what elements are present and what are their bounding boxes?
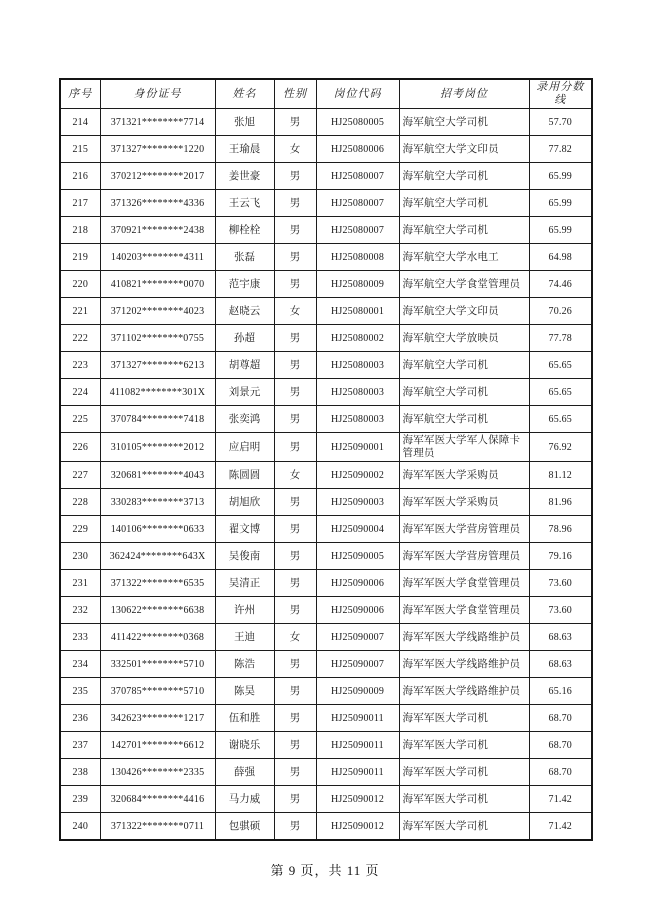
score-cell: 65.16 [529,678,592,705]
serial-cell: 215 [60,136,100,163]
serial-cell: 228 [60,489,100,516]
post-title-cell: 海军军医大学线路维护员 [399,678,529,705]
name-cell: 赵晓云 [215,298,274,325]
post-code-cell: HJ25090004 [316,516,399,543]
table-row [60,489,592,516]
table-body [60,109,592,841]
table-row [60,597,592,624]
post-code-cell: HJ25080001 [316,298,399,325]
id-number-cell: 411422********0368 [100,624,215,651]
id-number-cell: 342623********1217 [100,705,215,732]
id-number-cell: 320681********4043 [100,462,215,489]
score-cell: 81.96 [529,489,592,516]
table-row [60,624,592,651]
id-number-cell: 310105********2012 [100,433,215,462]
gender-cell: 男 [274,543,316,570]
name-cell: 孙超 [215,325,274,352]
post-title-cell: 海军航空大学放映员 [399,325,529,352]
post-code-cell: HJ25080007 [316,217,399,244]
post-title-cell: 海军航空大学司机 [399,163,529,190]
score-cell: 71.42 [529,813,592,841]
name-cell: 陈圆圆 [215,462,274,489]
table-row [60,406,592,433]
id-number-cell: 142701********6612 [100,732,215,759]
post-code-cell: HJ25080009 [316,271,399,298]
serial-cell: 219 [60,244,100,271]
score-cell: 77.82 [529,136,592,163]
table-row [60,217,592,244]
name-cell: 应启明 [215,433,274,462]
gender-cell: 男 [274,786,316,813]
gender-cell: 女 [274,462,316,489]
name-cell: 翟文博 [215,516,274,543]
name-cell: 张磊 [215,244,274,271]
serial-cell: 237 [60,732,100,759]
column-header-name: 姓名 [215,79,274,109]
serial-cell: 238 [60,759,100,786]
post-title-cell: 海军航空大学司机 [399,190,529,217]
gender-cell: 男 [274,489,316,516]
score-cell: 68.70 [529,759,592,786]
column-header-post-title: 招考岗位 [399,79,529,109]
table-row [60,136,592,163]
table-row [60,813,592,841]
post-title-cell: 海军航空大学水电工 [399,244,529,271]
post-code-cell: HJ25080003 [316,406,399,433]
table-header-row [60,79,592,109]
table-row [60,352,592,379]
post-code-cell: HJ25080007 [316,190,399,217]
id-number-cell: 371102********0755 [100,325,215,352]
column-header-gender: 性别 [274,79,316,109]
name-cell: 伍和胜 [215,705,274,732]
post-title-cell: 海军军医大学司机 [399,705,529,732]
post-title-cell: 海军航空大学司机 [399,352,529,379]
table-header [60,79,592,109]
gender-cell: 女 [274,136,316,163]
post-code-cell: HJ25090012 [316,786,399,813]
name-cell: 胡旭欣 [215,489,274,516]
serial-cell: 224 [60,379,100,406]
table-row [60,516,592,543]
table-row [60,244,592,271]
name-cell: 胡尊超 [215,352,274,379]
id-number-cell: 371202********4023 [100,298,215,325]
name-cell: 吴俊南 [215,543,274,570]
name-cell: 吴清正 [215,570,274,597]
id-number-cell: 320684********4416 [100,786,215,813]
post-title-cell: 海军航空大学文印员 [399,298,529,325]
serial-cell: 232 [60,597,100,624]
score-cell: 65.65 [529,406,592,433]
serial-cell: 221 [60,298,100,325]
score-cell: 68.63 [529,624,592,651]
id-number-cell: 370785********5710 [100,678,215,705]
serial-cell: 233 [60,624,100,651]
name-cell: 马力威 [215,786,274,813]
gender-cell: 男 [274,271,316,298]
gender-cell: 男 [274,759,316,786]
id-number-cell: 140106********0633 [100,516,215,543]
score-cell: 78.96 [529,516,592,543]
id-number-cell: 371327********6213 [100,352,215,379]
post-title-cell: 海军军医大学线路维护员 [399,651,529,678]
table-row [60,325,592,352]
table-row [60,651,592,678]
serial-cell: 239 [60,786,100,813]
post-title-cell: 海军航空大学食堂管理员 [399,271,529,298]
post-code-cell: HJ25090006 [316,597,399,624]
table-row [60,271,592,298]
score-cell: 65.65 [529,352,592,379]
score-cell: 65.99 [529,163,592,190]
serial-cell: 218 [60,217,100,244]
table-row [60,705,592,732]
gender-cell: 男 [274,244,316,271]
post-code-cell: HJ25080006 [316,136,399,163]
gender-cell: 女 [274,624,316,651]
score-cell: 70.26 [529,298,592,325]
name-cell: 柳栓栓 [215,217,274,244]
post-code-cell: HJ25090007 [316,651,399,678]
table-row [60,298,592,325]
gender-cell: 男 [274,325,316,352]
post-title-cell: 海军航空大学司机 [399,406,529,433]
id-number-cell: 371321********7714 [100,109,215,136]
post-code-cell: HJ25090001 [316,433,399,462]
score-cell: 77.78 [529,325,592,352]
serial-cell: 227 [60,462,100,489]
name-cell: 刘景元 [215,379,274,406]
post-title-cell: 海军军医大学线路维护员 [399,624,529,651]
gender-cell: 男 [274,352,316,379]
name-cell: 张旭 [215,109,274,136]
id-number-cell: 370921********2438 [100,217,215,244]
post-code-cell: HJ25090009 [316,678,399,705]
score-cell: 68.70 [529,705,592,732]
page-indicator: 第 9 页，共 11 页 [270,863,380,878]
name-cell: 陈浩 [215,651,274,678]
table-row [60,786,592,813]
post-code-cell: HJ25090006 [316,570,399,597]
name-cell: 姜世豪 [215,163,274,190]
table-row [60,732,592,759]
serial-cell: 217 [60,190,100,217]
gender-cell: 女 [274,298,316,325]
serial-cell: 222 [60,325,100,352]
score-cell: 65.99 [529,217,592,244]
table-row [60,462,592,489]
id-number-cell: 371327********1220 [100,136,215,163]
score-cell: 64.98 [529,244,592,271]
serial-cell: 234 [60,651,100,678]
name-cell: 包骐硕 [215,813,274,841]
serial-cell: 226 [60,433,100,462]
table-row [60,543,592,570]
post-code-cell: HJ25080005 [316,109,399,136]
gender-cell: 男 [274,678,316,705]
gender-cell: 男 [274,651,316,678]
post-title-cell: 海军航空大学司机 [399,217,529,244]
post-code-cell: HJ25080003 [316,379,399,406]
post-title-cell: 海军军医大学营房管理员 [399,543,529,570]
column-header-id-number: 身份证号 [100,79,215,109]
score-cell: 73.60 [529,597,592,624]
serial-cell: 230 [60,543,100,570]
post-title-cell: 海军军医大学军人保障卡管理员 [399,433,529,462]
name-cell: 张奕鸿 [215,406,274,433]
serial-cell: 231 [60,570,100,597]
id-number-cell: 130622********6638 [100,597,215,624]
name-cell: 王迪 [215,624,274,651]
id-number-cell: 362424********643X [100,543,215,570]
name-cell: 薛强 [215,759,274,786]
gender-cell: 男 [274,190,316,217]
post-code-cell: HJ25090011 [316,732,399,759]
serial-cell: 240 [60,813,100,841]
post-title-cell: 海军军医大学营房管理员 [399,516,529,543]
name-cell: 陈昊 [215,678,274,705]
id-number-cell: 411082********301X [100,379,215,406]
post-code-cell: HJ25080007 [316,163,399,190]
column-header-post-code: 岗位代码 [316,79,399,109]
post-title-cell: 海军航空大学司机 [399,109,529,136]
table-row [60,190,592,217]
id-number-cell: 410821********0070 [100,271,215,298]
score-cell: 81.12 [529,462,592,489]
table-row [60,678,592,705]
post-code-cell: HJ25090011 [316,759,399,786]
post-code-cell: HJ25090005 [316,543,399,570]
post-code-cell: HJ25090002 [316,462,399,489]
name-cell: 范宇康 [215,271,274,298]
post-title-cell: 海军军医大学食堂管理员 [399,597,529,624]
post-title-cell: 海军军医大学司机 [399,759,529,786]
gender-cell: 男 [274,705,316,732]
score-cell: 68.63 [529,651,592,678]
column-header-score-line: 录用分数线 [529,79,592,109]
id-number-cell: 371326********4336 [100,190,215,217]
table-row [60,570,592,597]
gender-cell: 男 [274,813,316,841]
name-cell: 许州 [215,597,274,624]
score-cell: 79.16 [529,543,592,570]
score-cell: 74.46 [529,271,592,298]
post-title-cell: 海军军医大学司机 [399,786,529,813]
column-header-serial: 序号 [60,79,100,109]
score-cell: 71.42 [529,786,592,813]
score-cell: 65.99 [529,190,592,217]
score-cell: 65.65 [529,379,592,406]
post-code-cell: HJ25080008 [316,244,399,271]
gender-cell: 男 [274,217,316,244]
id-number-cell: 371322********6535 [100,570,215,597]
score-cell: 68.70 [529,732,592,759]
id-number-cell: 370212********2017 [100,163,215,190]
id-number-cell: 332501********5710 [100,651,215,678]
post-title-cell: 海军航空大学文印员 [399,136,529,163]
post-code-cell: HJ25080002 [316,325,399,352]
post-title-cell: 海军航空大学司机 [399,379,529,406]
serial-cell: 223 [60,352,100,379]
serial-cell: 225 [60,406,100,433]
id-number-cell: 371322********0711 [100,813,215,841]
table-row [60,433,592,462]
score-cell: 76.92 [529,433,592,462]
post-title-cell: 海军军医大学采购员 [399,489,529,516]
table-row [60,759,592,786]
gender-cell: 男 [274,379,316,406]
serial-cell: 220 [60,271,100,298]
post-title-cell: 海军军医大学司机 [399,732,529,759]
gender-cell: 男 [274,163,316,190]
recruitment-score-table [59,78,593,841]
name-cell: 王瑜晨 [215,136,274,163]
id-number-cell: 330283********3713 [100,489,215,516]
post-title-cell: 海军军医大学采购员 [399,462,529,489]
table-row [60,379,592,406]
post-code-cell: HJ25090012 [316,813,399,841]
post-title-cell: 海军军医大学司机 [399,813,529,841]
gender-cell: 男 [274,109,316,136]
score-cell: 57.70 [529,109,592,136]
serial-cell: 214 [60,109,100,136]
gender-cell: 男 [274,570,316,597]
serial-cell: 216 [60,163,100,190]
post-title-cell: 海军军医大学食堂管理员 [399,570,529,597]
post-code-cell: HJ25090011 [316,705,399,732]
score-cell: 73.60 [529,570,592,597]
post-code-cell: HJ25080003 [316,352,399,379]
gender-cell: 男 [274,597,316,624]
table-row [60,109,592,136]
serial-cell: 229 [60,516,100,543]
id-number-cell: 370784********7418 [100,406,215,433]
post-code-cell: HJ25090003 [316,489,399,516]
gender-cell: 男 [274,433,316,462]
post-code-cell: HJ25090007 [316,624,399,651]
name-cell: 谢晓乐 [215,732,274,759]
gender-cell: 男 [274,732,316,759]
name-cell: 王云飞 [215,190,274,217]
serial-cell: 236 [60,705,100,732]
serial-cell: 235 [60,678,100,705]
id-number-cell: 130426********2335 [100,759,215,786]
id-number-cell: 140203********4311 [100,244,215,271]
gender-cell: 男 [274,516,316,543]
gender-cell: 男 [274,406,316,433]
table-row [60,163,592,190]
